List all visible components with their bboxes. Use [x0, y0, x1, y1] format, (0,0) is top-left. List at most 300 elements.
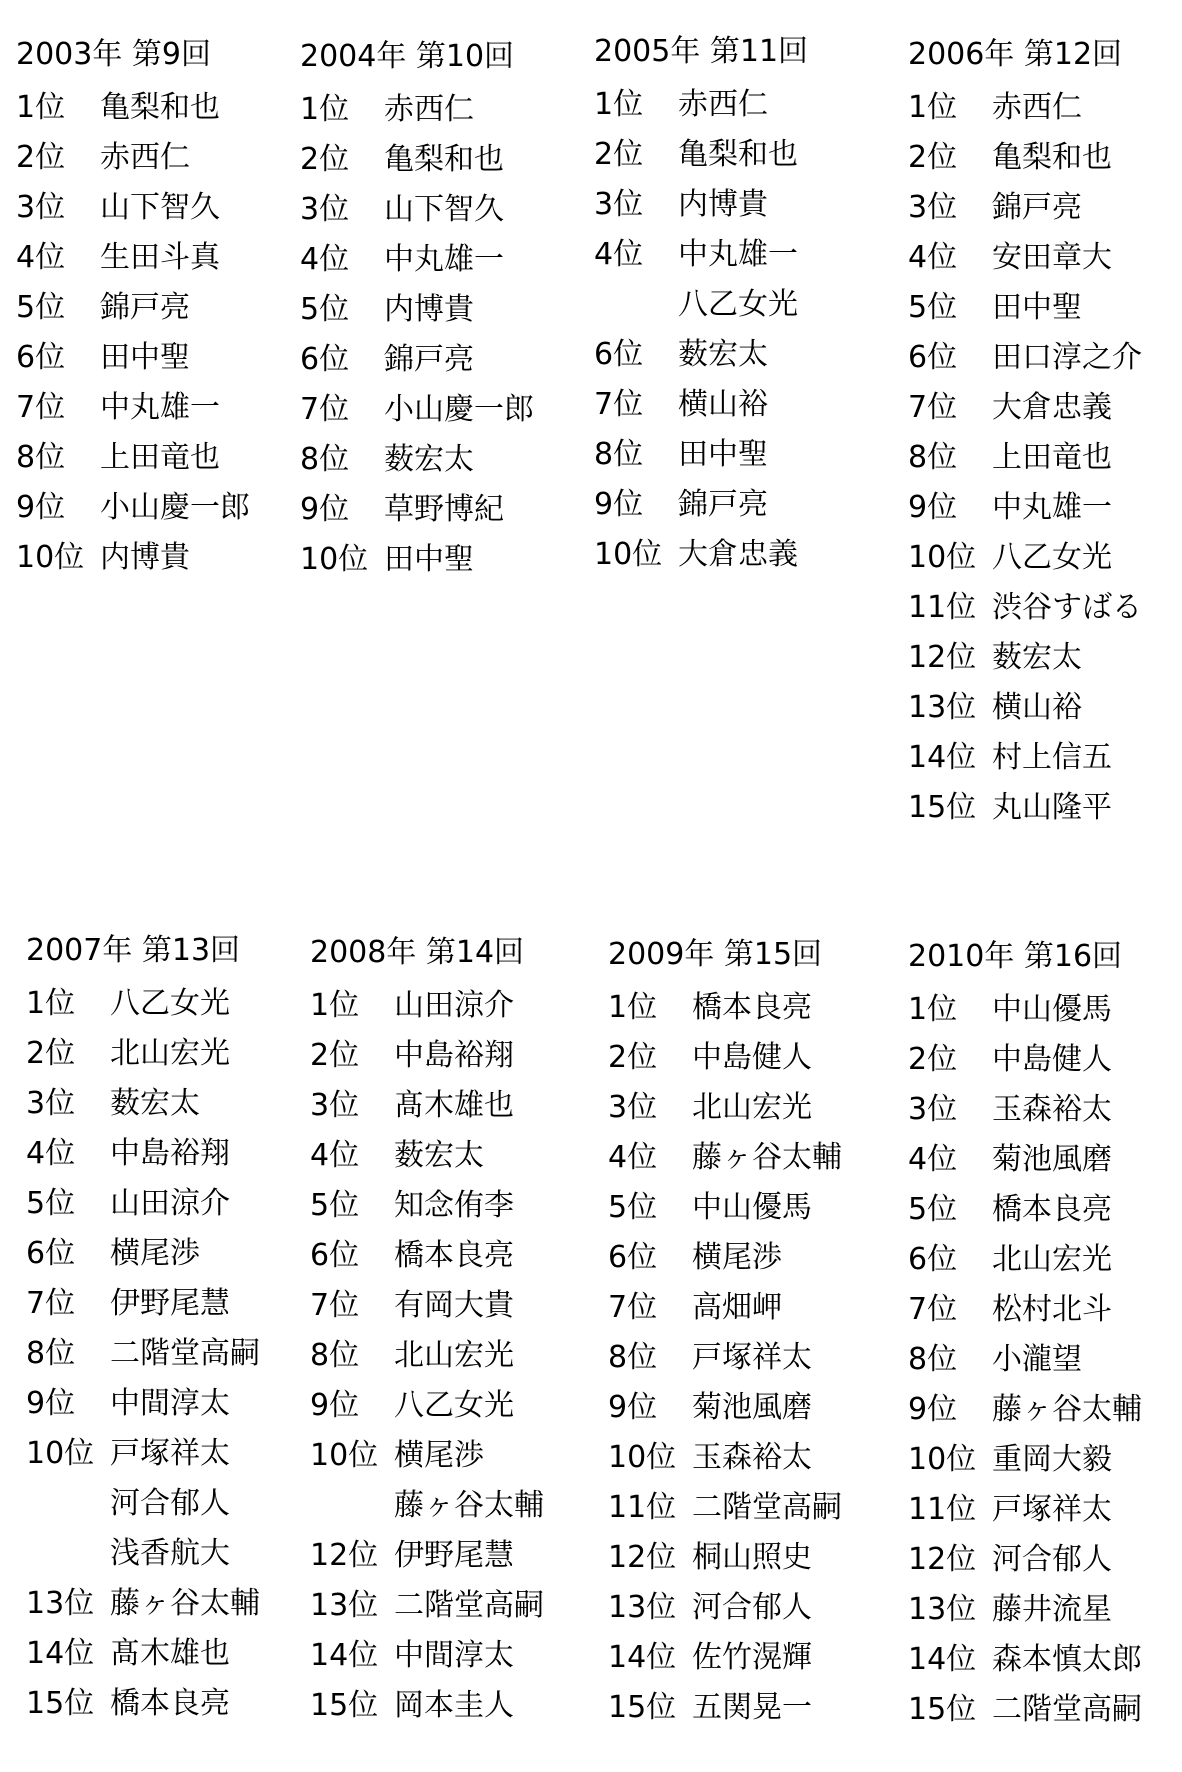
rank-label: 7位	[300, 392, 350, 427]
rank-row	[300, 235, 580, 285]
rank-label: 10位	[16, 540, 85, 575]
rank-row	[310, 1131, 590, 1181]
ranking-header: 2004年 第10回	[300, 39, 515, 74]
rank-name: 村上信五	[992, 740, 1112, 775]
rank-name: 中丸雄一	[992, 490, 1112, 525]
rank-name: 岡本圭人	[394, 1688, 514, 1723]
rank-name: 田口淳之介	[992, 340, 1142, 375]
rank-label: 8位	[908, 440, 958, 475]
rank-label: 13位	[908, 690, 977, 725]
rank-row	[908, 1435, 1182, 1485]
rank-row	[908, 333, 1182, 383]
ranking-header: 2009年 第15回	[608, 937, 823, 972]
rank-list	[608, 983, 888, 1733]
rank-name: 知念侑李	[394, 1188, 514, 1223]
rank-name: 佐竹滉輝	[692, 1640, 812, 1675]
rank-label: 10位	[908, 540, 977, 575]
rank-row	[608, 1183, 888, 1233]
rank-name: 八乙女光	[678, 287, 798, 322]
rank-label: 11位	[608, 1490, 677, 1525]
rank-row	[26, 1529, 306, 1579]
rank-name: 二階堂高嗣	[110, 1336, 260, 1371]
rank-label: 9位	[26, 1386, 76, 1421]
rank-name: 藤ヶ谷太輔	[110, 1586, 260, 1621]
rank-name: 中島裕翔	[394, 1038, 514, 1073]
rank-label: 15位	[310, 1688, 379, 1723]
rank-row	[908, 283, 1182, 333]
rank-label: 1位	[16, 90, 66, 125]
rank-label: 8位	[310, 1338, 360, 1373]
rank-row	[300, 335, 580, 385]
rank-label: 7位	[26, 1286, 76, 1321]
rank-name: 藤井流星	[992, 1592, 1112, 1627]
rank-label: 11位	[908, 590, 977, 625]
rank-row	[908, 433, 1182, 483]
rank-row	[908, 483, 1182, 533]
rank-label: 6位	[26, 1236, 76, 1271]
rank-label: 7位	[608, 1290, 658, 1325]
rank-row	[594, 280, 874, 330]
rank-name: 小瀧望	[992, 1342, 1082, 1377]
rank-name: 横山裕	[678, 387, 768, 422]
rank-label: 5位	[908, 290, 958, 325]
rank-name: 小山慶一郎	[384, 392, 534, 427]
rank-row	[300, 385, 580, 435]
rank-name: 赤西仁	[678, 87, 768, 122]
rank-label: 7位	[16, 390, 66, 425]
rank-name: 薮宏太	[110, 1086, 200, 1121]
rank-label: 6位	[16, 340, 66, 375]
rank-label: 1位	[908, 992, 958, 1027]
rank-list	[300, 85, 580, 585]
rank-row	[16, 383, 296, 433]
rank-label: 10位	[594, 537, 663, 572]
rank-label: 3位	[16, 190, 66, 225]
rank-row	[26, 1229, 306, 1279]
rank-row	[908, 1685, 1182, 1735]
rank-name: 橋本良亮	[394, 1238, 514, 1273]
rank-list	[26, 979, 306, 1729]
rank-row	[608, 1383, 888, 1433]
rank-label: 4位	[310, 1138, 360, 1173]
rank-label: 8位	[26, 1336, 76, 1371]
rank-name: 草野博紀	[384, 492, 504, 527]
rank-name: 菊池風磨	[992, 1142, 1112, 1177]
rank-name: 玉森裕太	[692, 1440, 812, 1475]
rank-label: 13位	[310, 1588, 379, 1623]
rank-row	[310, 1531, 590, 1581]
rank-label: 8位	[300, 442, 350, 477]
rank-label: 5位	[310, 1188, 360, 1223]
rank-label: 8位	[16, 440, 66, 475]
rank-label: 5位	[26, 1186, 76, 1221]
ranking-2004	[300, 35, 580, 585]
rank-name: 内博貴	[384, 292, 474, 327]
rank-row	[908, 1535, 1182, 1585]
rank-label: 8位	[594, 437, 644, 472]
rank-row	[26, 1579, 306, 1629]
rank-row	[908, 683, 1182, 733]
rank-name: 北山宏光	[992, 1242, 1112, 1277]
rank-label: 5位	[16, 290, 66, 325]
rank-name: 髙木雄也	[394, 1088, 514, 1123]
rank-row	[310, 1181, 590, 1231]
rank-name: 浅香航大	[110, 1536, 230, 1571]
rank-row	[300, 135, 580, 185]
rank-row	[608, 1533, 888, 1583]
rank-row	[908, 1185, 1182, 1235]
rank-name: 有岡大貴	[394, 1288, 514, 1323]
rank-row	[594, 330, 874, 380]
rank-name: 薮宏太	[678, 337, 768, 372]
rank-row	[608, 1333, 888, 1383]
rank-row	[16, 483, 296, 533]
rank-list	[908, 985, 1182, 1735]
rank-row	[300, 435, 580, 485]
rank-name: 八乙女光	[394, 1388, 514, 1423]
rank-name: 山下智久	[100, 190, 220, 225]
rank-label: 14位	[608, 1640, 677, 1675]
rank-row	[310, 1431, 590, 1481]
rank-label: 9位	[310, 1388, 360, 1423]
rank-name: 中丸雄一	[100, 390, 220, 425]
rank-row	[300, 485, 580, 535]
rank-row	[26, 979, 306, 1029]
rank-row	[908, 1385, 1182, 1435]
rank-row	[594, 80, 874, 130]
rank-row	[310, 1481, 590, 1531]
rank-name: 上田竜也	[992, 440, 1112, 475]
rank-name: 生田斗真	[100, 240, 220, 275]
rank-name: 山下智久	[384, 192, 504, 227]
rank-name: 渋谷すばる	[992, 590, 1142, 625]
rank-name: 亀梨和也	[678, 137, 798, 172]
rank-name: 田中聖	[678, 437, 768, 472]
rank-row	[908, 1585, 1182, 1635]
rank-row	[16, 83, 296, 133]
rank-label: 14位	[26, 1636, 95, 1671]
rank-label: 15位	[908, 1692, 977, 1727]
rank-name: 藤ヶ谷太輔	[394, 1488, 544, 1523]
rank-label: 4位	[608, 1140, 658, 1175]
rank-row	[594, 180, 874, 230]
rank-list	[310, 981, 590, 1731]
rank-name: 森本慎太郎	[992, 1642, 1142, 1677]
ranking-header: 2007年 第13回	[26, 933, 241, 968]
ranking-2008	[310, 931, 590, 1731]
rank-label: 15位	[608, 1690, 677, 1725]
rank-row	[908, 783, 1182, 833]
rank-label: 3位	[908, 1092, 958, 1127]
rank-label: 4位	[16, 240, 66, 275]
rank-label: 9位	[908, 490, 958, 525]
rank-label: 2位	[908, 140, 958, 175]
rank-label: 10位	[300, 542, 369, 577]
rank-row	[608, 1233, 888, 1283]
rank-name: 河合郁人	[110, 1486, 230, 1521]
rank-label: 14位	[908, 1642, 977, 1677]
rank-list	[16, 83, 296, 583]
ranking-2009	[608, 933, 888, 1733]
rank-name: 田中聖	[992, 290, 1082, 325]
rank-label: 9位	[594, 487, 644, 522]
rank-label: 15位	[26, 1686, 95, 1721]
rank-label	[26, 1479, 110, 1529]
rank-name: 亀梨和也	[100, 90, 220, 125]
rank-label: 2位	[908, 1042, 958, 1077]
rank-label: 8位	[608, 1340, 658, 1375]
rank-label: 3位	[608, 1090, 658, 1125]
rank-row	[594, 380, 874, 430]
rank-label: 7位	[908, 1292, 958, 1327]
rank-name: 中間淳太	[110, 1386, 230, 1421]
ranking-2003	[16, 33, 296, 583]
rank-row	[300, 285, 580, 335]
rank-label: 15位	[908, 790, 977, 825]
rank-row	[908, 1335, 1182, 1385]
rank-row	[26, 1279, 306, 1329]
rank-name: 赤西仁	[100, 140, 190, 175]
rank-row	[594, 430, 874, 480]
rank-row	[908, 1035, 1182, 1085]
rank-row	[608, 1683, 888, 1733]
rank-name: 安田章大	[992, 240, 1112, 275]
rank-row	[310, 1231, 590, 1281]
rank-row	[908, 383, 1182, 433]
rank-name: 重岡大毅	[992, 1442, 1112, 1477]
rank-label: 3位	[26, 1086, 76, 1121]
rank-label	[310, 1481, 394, 1531]
rank-row	[908, 183, 1182, 233]
rank-name: 小山慶一郎	[100, 490, 250, 525]
rank-row	[26, 1129, 306, 1179]
rank-name: 薮宏太	[992, 640, 1082, 675]
rank-name: 戸塚祥太	[692, 1340, 812, 1375]
rank-label: 2位	[16, 140, 66, 175]
rank-name: 内博貴	[100, 540, 190, 575]
rank-row	[608, 1583, 888, 1633]
rank-row	[608, 1033, 888, 1083]
rank-name: 錦戸亮	[100, 290, 190, 325]
rank-name: 桐山照史	[692, 1540, 812, 1575]
rank-name: 北山宏光	[110, 1036, 230, 1071]
rank-row	[310, 1381, 590, 1431]
ranking-2006	[908, 33, 1182, 833]
rank-row	[608, 1633, 888, 1683]
rank-label: 4位	[908, 240, 958, 275]
rank-label: 12位	[310, 1538, 379, 1573]
rank-name: 橋本良亮	[110, 1686, 230, 1721]
rank-row	[26, 1029, 306, 1079]
rank-label: 6位	[310, 1238, 360, 1273]
rank-row	[26, 1679, 306, 1729]
rank-name: 橋本良亮	[692, 990, 812, 1025]
rank-name: 上田竜也	[100, 440, 220, 475]
rank-row	[594, 480, 874, 530]
rank-name: 横尾渉	[110, 1236, 200, 1271]
rank-name: 伊野尾慧	[394, 1538, 514, 1573]
ranking-header: 2006年 第12回	[908, 37, 1123, 72]
rank-label: 12位	[908, 640, 977, 675]
rank-label: 3位	[908, 190, 958, 225]
rank-label: 4位	[300, 242, 350, 277]
rank-name: 中間淳太	[394, 1638, 514, 1673]
rank-name: 亀梨和也	[992, 140, 1112, 175]
rank-name: 中山優馬	[992, 992, 1112, 1027]
rank-name: 五関晃一	[692, 1690, 812, 1725]
rank-label: 9位	[16, 490, 66, 525]
rank-row	[908, 583, 1182, 633]
rank-name: 河合郁人	[692, 1590, 812, 1625]
rank-row	[310, 981, 590, 1031]
rank-name: 中山優馬	[692, 1190, 812, 1225]
rank-name: 北山宏光	[692, 1090, 812, 1125]
rank-row	[908, 1285, 1182, 1335]
rank-name: 松村北斗	[992, 1292, 1112, 1327]
rank-label: 1位	[310, 988, 360, 1023]
rank-name: 中島裕翔	[110, 1136, 230, 1171]
rank-name: 北山宏光	[394, 1338, 514, 1373]
rank-name: 錦戸亮	[384, 342, 474, 377]
rank-name: 二階堂高嗣	[992, 1692, 1142, 1727]
rank-label: 3位	[300, 192, 350, 227]
rank-row	[16, 133, 296, 183]
rank-row	[16, 433, 296, 483]
rank-row	[908, 1485, 1182, 1535]
rank-label: 13位	[908, 1592, 977, 1627]
rank-row	[594, 230, 874, 280]
rank-label: 13位	[26, 1586, 95, 1621]
ranking-header: 2010年 第16回	[908, 939, 1123, 974]
rank-label: 9位	[908, 1392, 958, 1427]
rank-label: 1位	[608, 990, 658, 1025]
rank-row	[26, 1629, 306, 1679]
rank-label: 6位	[594, 337, 644, 372]
rank-label: 5位	[300, 292, 350, 327]
rank-name: 薮宏太	[384, 442, 474, 477]
rank-name: 薮宏太	[394, 1138, 484, 1173]
rank-label: 10位	[608, 1440, 677, 1475]
rank-name: 玉森裕太	[992, 1092, 1112, 1127]
rank-name: 八乙女光	[992, 540, 1112, 575]
rank-label: 6位	[608, 1240, 658, 1275]
rank-name: 戸塚祥太	[992, 1492, 1112, 1527]
rank-row	[908, 533, 1182, 583]
rank-row	[16, 533, 296, 583]
rank-label: 3位	[310, 1088, 360, 1123]
rank-row	[300, 535, 580, 585]
rank-label: 12位	[908, 1542, 977, 1577]
rank-row	[310, 1331, 590, 1381]
rank-name: 錦戸亮	[678, 487, 768, 522]
rank-name: 伊野尾慧	[110, 1286, 230, 1321]
rank-row	[908, 133, 1182, 183]
rank-row	[608, 1283, 888, 1333]
rank-name: 橋本良亮	[992, 1192, 1112, 1227]
rank-name: 二階堂高嗣	[394, 1588, 544, 1623]
ranking-2010	[908, 935, 1182, 1735]
rank-name: 錦戸亮	[992, 190, 1082, 225]
rank-name: 河合郁人	[992, 1542, 1112, 1577]
rank-name: 藤ヶ谷太輔	[992, 1392, 1142, 1427]
rank-row	[26, 1479, 306, 1529]
rank-name: 中丸雄一	[384, 242, 504, 277]
rank-label: 9位	[300, 492, 350, 527]
rank-label: 1位	[908, 90, 958, 125]
rank-row	[310, 1281, 590, 1331]
rank-label: 2位	[608, 1040, 658, 1075]
rank-name: 大倉忠義	[992, 390, 1112, 425]
rank-row	[310, 1631, 590, 1681]
rank-name: 藤ヶ谷太輔	[692, 1140, 842, 1175]
rank-name: 二階堂高嗣	[692, 1490, 842, 1525]
rank-label: 1位	[594, 87, 644, 122]
rank-row	[310, 1581, 590, 1631]
rank-name: 山田涼介	[394, 988, 514, 1023]
ranking-header: 2003年 第9回	[16, 37, 211, 72]
rank-row	[16, 233, 296, 283]
rank-row	[908, 233, 1182, 283]
rank-row	[16, 283, 296, 333]
rank-name: 田中聖	[100, 340, 190, 375]
rank-row	[908, 985, 1182, 1035]
rank-name: 戸塚祥太	[110, 1436, 230, 1471]
rank-label: 1位	[26, 986, 76, 1021]
rank-label: 6位	[300, 342, 350, 377]
rank-label: 7位	[908, 390, 958, 425]
rank-label: 8位	[908, 1342, 958, 1377]
rank-name: 内博貴	[678, 187, 768, 222]
ranking-2005	[594, 30, 874, 580]
rank-name: 菊池風磨	[692, 1390, 812, 1425]
rank-row	[908, 83, 1182, 133]
rank-row	[594, 530, 874, 580]
rank-row	[300, 185, 580, 235]
rank-row	[26, 1079, 306, 1129]
rank-row	[608, 983, 888, 1033]
rank-row	[594, 130, 874, 180]
rank-label: 6位	[908, 340, 958, 375]
rank-row	[310, 1031, 590, 1081]
rank-name: 中丸雄一	[678, 237, 798, 272]
rank-name: 中島健人	[992, 1042, 1112, 1077]
rank-name: 高畑岬	[692, 1290, 782, 1325]
rank-label: 9位	[608, 1390, 658, 1425]
rank-row	[908, 633, 1182, 683]
rank-row	[908, 1135, 1182, 1185]
rank-label: 13位	[608, 1590, 677, 1625]
rank-label: 2位	[300, 142, 350, 177]
rank-label: 5位	[608, 1190, 658, 1225]
rank-row	[16, 183, 296, 233]
rank-name: 中島健人	[692, 1040, 812, 1075]
rank-row	[608, 1083, 888, 1133]
rank-name: 横尾渉	[692, 1240, 782, 1275]
rank-row	[310, 1081, 590, 1131]
rank-name: 丸山隆平	[992, 790, 1112, 825]
rank-label: 12位	[608, 1540, 677, 1575]
rank-label: 10位	[908, 1442, 977, 1477]
rank-name: 亀梨和也	[384, 142, 504, 177]
rank-name: 田中聖	[384, 542, 474, 577]
rank-row	[908, 733, 1182, 783]
rank-name: 髙木雄也	[110, 1636, 230, 1671]
rank-label	[26, 1529, 110, 1579]
rank-label: 4位	[908, 1142, 958, 1177]
rank-name: 赤西仁	[992, 90, 1082, 125]
rank-row	[26, 1329, 306, 1379]
ranking-2007	[26, 929, 306, 1729]
